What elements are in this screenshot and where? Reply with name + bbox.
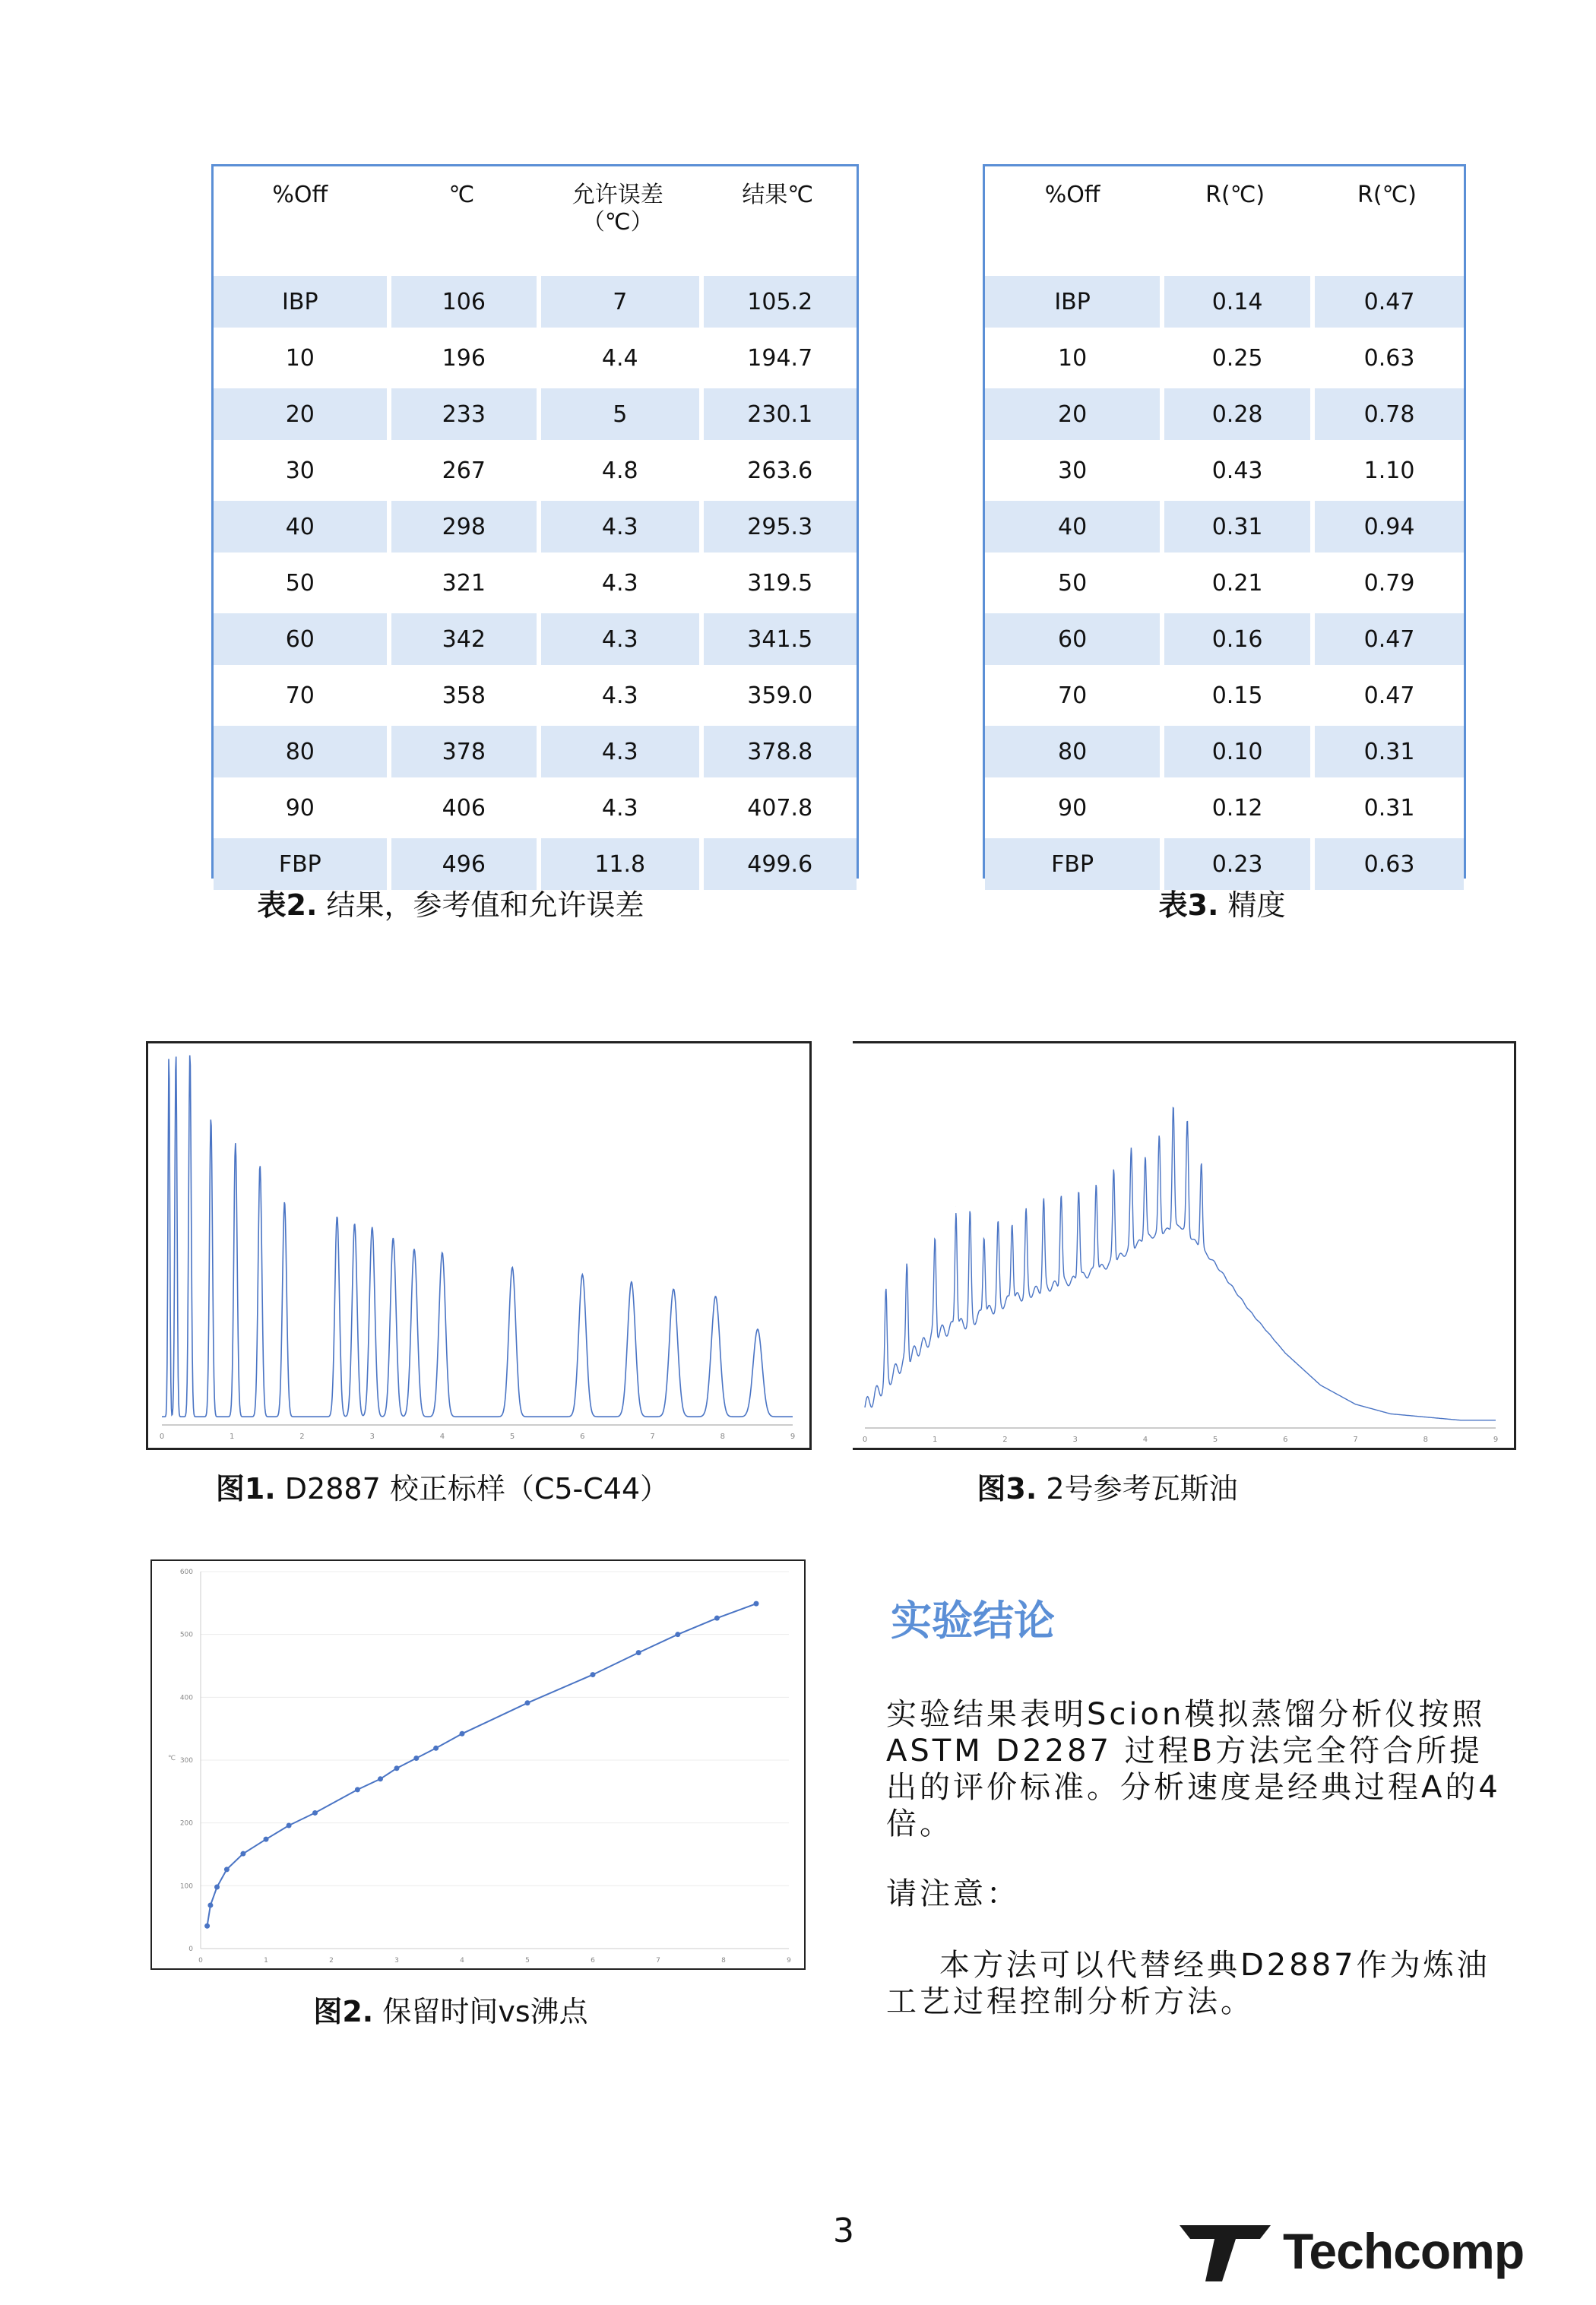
x-tick-label: 4	[439, 1433, 445, 1441]
x-tick-label: 6	[1283, 1436, 1288, 1444]
x-tick-label: 6	[591, 1957, 595, 1965]
table-cell: FBP	[214, 834, 387, 890]
x-tick-label: 0	[862, 1436, 868, 1444]
data-point	[224, 1866, 230, 1872]
figure3-caption-text: 2号参考瓦斯油	[1037, 1472, 1238, 1506]
table-row	[985, 609, 1464, 665]
data-point	[413, 1756, 419, 1761]
x-tick-label: 3	[394, 1957, 399, 1965]
table-cell: 0.78	[1310, 384, 1464, 440]
x-tick-label: 2	[329, 1957, 334, 1965]
column-header: R(℃)	[1357, 182, 1417, 208]
data-point	[207, 1902, 213, 1908]
table-cell: 319.5	[699, 553, 857, 609]
data-point	[214, 1884, 220, 1889]
x-tick-label: 9	[1493, 1436, 1499, 1444]
techcomp-logo-text: Techcomp	[1283, 2223, 1525, 2279]
conclusion-paragraph: 实验结果表明Scion模拟蒸馏分析仪按照ASTM D2287 过程B方法完全符合所提出的评价标准。分析速度是经典过程A的4倍。	[886, 1697, 1501, 1841]
table-cell: 0.63	[1310, 834, 1464, 890]
table-cell: 0.31	[1160, 496, 1310, 553]
x-tick-label: 1	[230, 1433, 235, 1441]
x-tick-label: 5	[1212, 1436, 1218, 1444]
data-point	[287, 1822, 292, 1828]
table-cell: 4.3	[537, 665, 699, 721]
data-point	[264, 1837, 269, 1842]
table-cell: 0.94	[1310, 496, 1464, 553]
page-number: 3	[833, 2212, 854, 2250]
table2-header-row	[214, 166, 857, 271]
table-cell: 4.3	[537, 777, 699, 834]
table3-caption-text: 精度	[1218, 888, 1286, 922]
y-tick-label: 200	[179, 1819, 193, 1828]
figure1-caption-text: D2887 校正标样（C5-C44）	[275, 1472, 670, 1506]
data-point	[433, 1746, 439, 1751]
y-tick-label: 0	[188, 1946, 193, 1953]
column-header: 结果℃	[742, 182, 814, 208]
table-row	[985, 665, 1464, 721]
figure3-chromatogram	[853, 1041, 1516, 1450]
table-cell: 4.3	[537, 553, 699, 609]
table-row	[985, 271, 1464, 328]
table-cell: 60	[985, 609, 1160, 665]
table-cell: 230.1	[699, 384, 857, 440]
note-label: 请注意：	[886, 1876, 1020, 1911]
table-cell: 0.47	[1310, 271, 1464, 328]
x-tick-label: 8	[721, 1957, 726, 1965]
data-point	[754, 1601, 759, 1607]
table-cell: 378	[387, 721, 537, 777]
y-tick-label: 600	[179, 1569, 193, 1576]
table-cell: 60	[214, 609, 387, 665]
figure1-caption	[146, 1465, 739, 1507]
table-row	[214, 553, 857, 609]
x-tick-label: 1	[264, 1957, 268, 1965]
table-row	[985, 440, 1464, 496]
table-cell: 30	[985, 440, 1160, 496]
x-tick-label: 5	[525, 1957, 530, 1965]
table-row	[985, 384, 1464, 440]
table-row	[214, 609, 857, 665]
table-cell: 378.8	[699, 721, 857, 777]
chromatogram-trace	[865, 1108, 1496, 1420]
x-tick-label: 1	[933, 1436, 938, 1444]
table-cell: 0.63	[1310, 328, 1464, 384]
table-cell: IBP	[985, 271, 1160, 328]
table-cell: 40	[214, 496, 387, 553]
x-tick-label: 7	[650, 1433, 655, 1441]
figure1-plot	[148, 1043, 809, 1448]
table-cell: 0.47	[1310, 609, 1464, 665]
table-cell: 0.28	[1160, 384, 1310, 440]
figure2-caption-text: 保留时间vs沸点	[373, 1995, 588, 2028]
figure1-chromatogram	[146, 1041, 812, 1450]
table-cell: 0.12	[1160, 777, 1310, 834]
table-row	[985, 553, 1464, 609]
x-tick-label: 0	[159, 1433, 165, 1441]
data-point	[355, 1787, 360, 1792]
techcomp-logo	[1176, 2218, 1556, 2283]
column-header: R(℃)	[1205, 182, 1265, 208]
table-row	[214, 328, 857, 384]
table-cell: 50	[985, 553, 1160, 609]
figure3-caption	[853, 1465, 1362, 1507]
table-cell: 321	[387, 553, 537, 609]
table-cell: 295.3	[699, 496, 857, 553]
table2-caption	[211, 882, 690, 923]
table-cell: 80	[214, 721, 387, 777]
table-cell: 233	[387, 384, 537, 440]
table2-caption-text: 结果，参考值和允许误差	[317, 888, 644, 922]
table-cell: IBP	[214, 271, 387, 328]
table-cell: 40	[985, 496, 1160, 553]
precision-table-grid	[985, 166, 1464, 890]
column-header: 允许误差 （℃）	[572, 182, 663, 236]
table-cell: 20	[214, 384, 387, 440]
figure2-plot	[152, 1561, 804, 1968]
table3-caption	[983, 882, 1461, 923]
table-cell: 0.23	[1160, 834, 1310, 890]
x-tick-label: 0	[198, 1957, 203, 1965]
table-cell: 4.8	[537, 440, 699, 496]
data-point	[394, 1765, 400, 1771]
x-tick-label: 8	[1423, 1436, 1428, 1444]
x-tick-label: 7	[1353, 1436, 1358, 1444]
table-cell: 90	[985, 777, 1160, 834]
y-tick-label: 300	[179, 1757, 193, 1765]
table-cell: 0.10	[1160, 721, 1310, 777]
data-point	[675, 1632, 680, 1637]
data-point	[525, 1700, 530, 1705]
x-tick-label: 8	[720, 1433, 725, 1441]
figure3-plot	[853, 1043, 1514, 1448]
x-tick-label: 9	[787, 1957, 791, 1965]
table-cell: 11.8	[537, 834, 699, 890]
data-point	[636, 1650, 641, 1655]
table-cell: 30	[214, 440, 387, 496]
table-cell: 298	[387, 496, 537, 553]
table-cell: 0.79	[1310, 553, 1464, 609]
data-point	[240, 1851, 245, 1857]
x-tick-label: 2	[1002, 1436, 1008, 1444]
x-tick-label: 5	[509, 1433, 515, 1441]
data-point	[312, 1810, 318, 1816]
table-cell: 0.14	[1160, 271, 1310, 328]
data-point	[378, 1776, 383, 1781]
series-line	[207, 1604, 756, 1926]
table-cell: 0.31	[1310, 721, 1464, 777]
table-cell: 50	[214, 553, 387, 609]
table-cell: 1.10	[1310, 440, 1464, 496]
note-paragraph: 本方法可以代替经典D2887作为炼油工艺过程控制分析方法。	[886, 1948, 1490, 2019]
data-point	[460, 1731, 465, 1737]
table-cell: 341.5	[699, 609, 857, 665]
figure3-caption-label: 图3.	[977, 1472, 1037, 1506]
table-cell: 70	[214, 665, 387, 721]
x-tick-label: 4	[1142, 1436, 1148, 1444]
table-cell: 407.8	[699, 777, 857, 834]
precision-table	[983, 164, 1466, 879]
table-cell: 20	[985, 384, 1160, 440]
column-header: ℃	[448, 182, 475, 208]
figure2-boiling-point-curve	[150, 1559, 806, 1970]
table-row	[214, 665, 857, 721]
x-tick-label: 3	[369, 1433, 375, 1441]
table-row	[985, 777, 1464, 834]
x-tick-label: 7	[656, 1957, 660, 1965]
table-cell: 70	[985, 665, 1160, 721]
table2-caption-label: 表2.	[257, 888, 318, 922]
table-cell: 0.43	[1160, 440, 1310, 496]
table-cell: 496	[387, 834, 537, 890]
table-cell: 106	[387, 271, 537, 328]
y-tick-label: 400	[179, 1694, 193, 1702]
table-row	[214, 384, 857, 440]
data-point	[714, 1616, 720, 1621]
data-point	[204, 1923, 210, 1929]
figure2-caption-label: 图2.	[313, 1995, 374, 2028]
table-cell: 406	[387, 777, 537, 834]
table-cell: 0.15	[1160, 665, 1310, 721]
figure1-caption-label: 图1.	[215, 1472, 276, 1506]
column-header: %Off	[272, 182, 328, 208]
data-point	[591, 1672, 596, 1677]
table-row	[985, 721, 1464, 777]
x-tick-label: 2	[299, 1433, 305, 1441]
figure2-caption	[150, 1988, 751, 2030]
table-cell: 10	[214, 328, 387, 384]
table-cell: 358	[387, 665, 537, 721]
table-row	[214, 271, 857, 328]
table-cell: 0.21	[1160, 553, 1310, 609]
table-row	[214, 496, 857, 553]
table-cell: 5	[537, 384, 699, 440]
table-cell: 342	[387, 609, 537, 665]
table-cell: 80	[985, 721, 1160, 777]
table-cell: 4.3	[537, 609, 699, 665]
y-tick-label: 500	[179, 1631, 193, 1639]
table-cell: 4.3	[537, 721, 699, 777]
table-cell: 7	[537, 271, 699, 328]
table-row	[985, 496, 1464, 553]
x-tick-label: 4	[460, 1957, 464, 1965]
table-cell: 0.16	[1160, 609, 1310, 665]
table-row	[214, 721, 857, 777]
techcomp-logo-icon	[1176, 2218, 1275, 2283]
y-tick-label: 100	[179, 1882, 193, 1891]
table-cell: 0.47	[1310, 665, 1464, 721]
x-tick-label: 6	[580, 1433, 585, 1441]
table-cell: 4.4	[537, 328, 699, 384]
table-cell: 196	[387, 328, 537, 384]
results-table-grid	[214, 166, 857, 890]
table-cell: FBP	[985, 834, 1160, 890]
table-cell: 0.31	[1310, 777, 1464, 834]
table-cell: 359.0	[699, 665, 857, 721]
table-row	[214, 440, 857, 496]
conclusion-title: 实验结论	[891, 1597, 1055, 1645]
results-table	[211, 164, 859, 879]
x-tick-label: 3	[1072, 1436, 1078, 1444]
table-row	[214, 777, 857, 834]
x-tick-label: 9	[790, 1433, 796, 1441]
table3-caption-label: 表3.	[1158, 888, 1219, 922]
table-cell: 194.7	[699, 328, 857, 384]
table-cell: 105.2	[699, 271, 857, 328]
table-cell: 10	[985, 328, 1160, 384]
table-row	[985, 328, 1464, 384]
column-header: %Off	[1044, 182, 1100, 208]
chromatogram-trace	[162, 1056, 793, 1417]
table-cell: 267	[387, 440, 537, 496]
table-cell: 499.6	[699, 834, 857, 890]
table-cell: 263.6	[699, 440, 857, 496]
table-cell: 90	[214, 777, 387, 834]
table3-header-row	[985, 166, 1464, 271]
table-cell: 0.25	[1160, 328, 1310, 384]
y-axis-label: ℃	[167, 1755, 176, 1762]
table-cell: 4.3	[537, 496, 699, 553]
